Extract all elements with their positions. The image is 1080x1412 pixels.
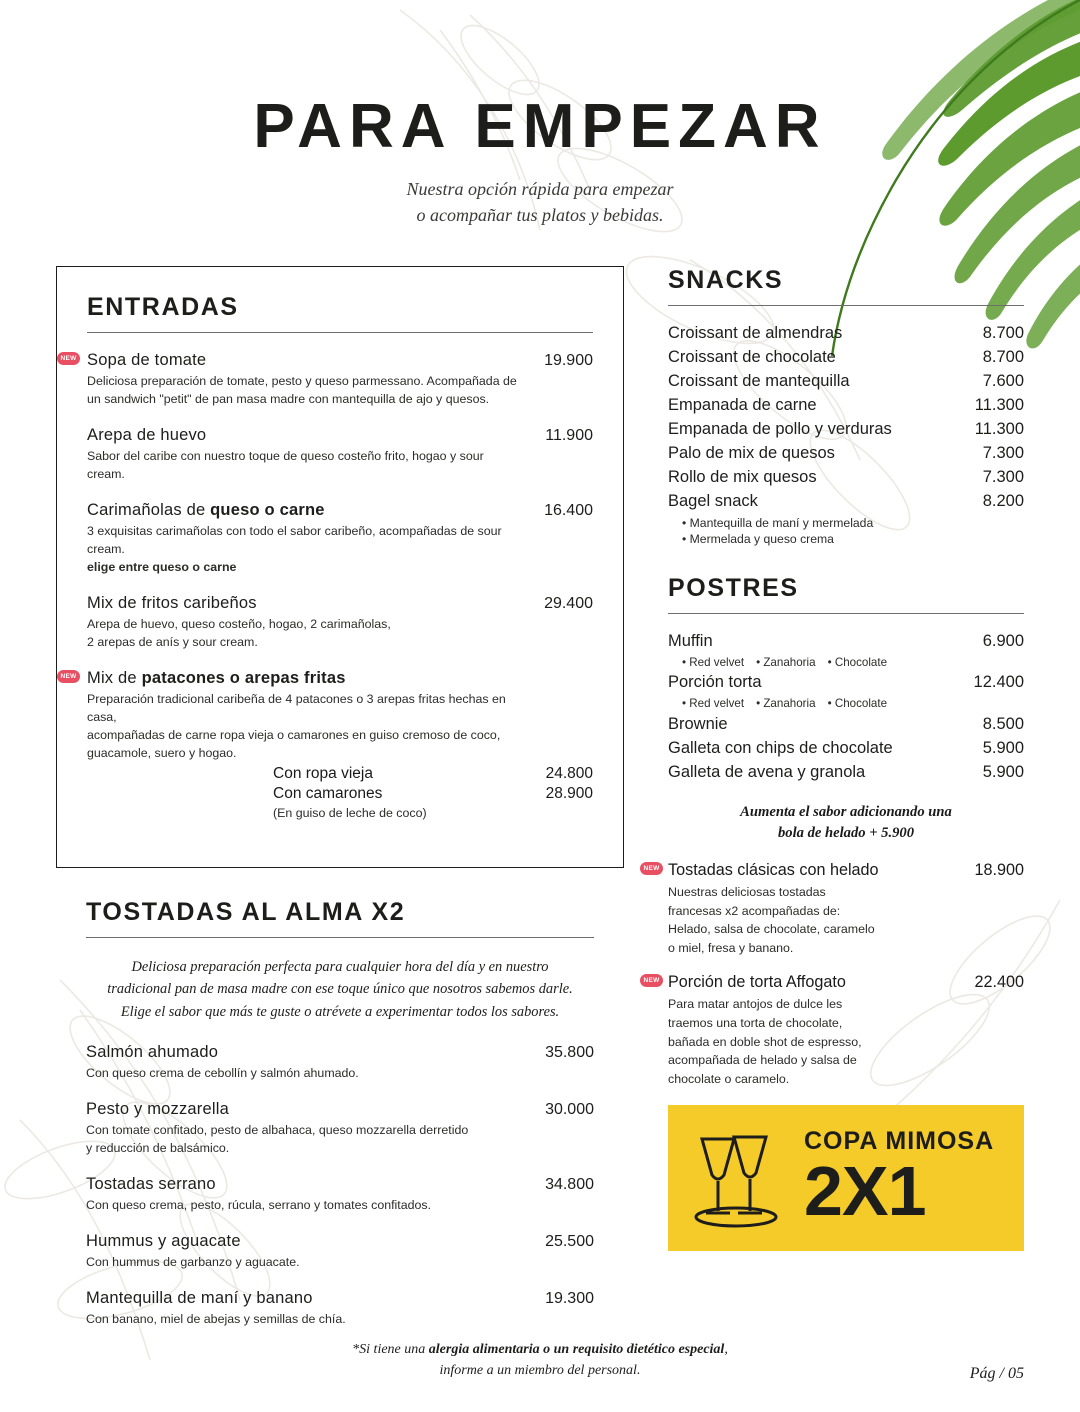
page-number: Pág / 05 — [969, 1365, 1024, 1382]
new-badge-icon: NEW — [640, 974, 663, 987]
snack-row — [668, 324, 1024, 343]
postre-variant: • Red velvet — [682, 697, 744, 710]
item-description-line: 2 arepas de anís y sour cream. — [87, 635, 258, 650]
item-price: 35.800 — [545, 1043, 594, 1061]
item-name: Arepa de huevo — [87, 426, 207, 445]
item-description-line: Preparación tradicional caribeña de 4 patacones o 3 arepas fritas hechas en casa, — [87, 692, 506, 725]
snack-row — [668, 468, 1024, 487]
snack-row — [668, 348, 1024, 367]
tostadas-intro — [92, 956, 588, 1023]
champagne-glasses-icon — [682, 1123, 794, 1233]
snack-price: 8.700 — [982, 324, 1024, 343]
helado-upsell-note — [692, 802, 1000, 843]
postres-section — [643, 574, 1024, 1088]
snack-name: Croissant de mantequilla — [668, 372, 850, 391]
new-badge-icon: NEW — [57, 670, 80, 683]
featured-dessert-description-line: bañada en doble shot de espresso, — [668, 1034, 862, 1049]
item-option-price: 24.800 — [545, 764, 593, 782]
entradas-section — [56, 266, 624, 868]
postre-price: 12.400 — [973, 673, 1024, 692]
postre-name: Galleta con chips de chocolate — [668, 739, 893, 758]
item-price: 29.400 — [544, 595, 593, 613]
featured-dessert-description-line: Para matar antojos de dulce les — [668, 997, 843, 1012]
new-badge-icon: NEW — [57, 352, 80, 365]
featured-dessert-price: 18.900 — [974, 861, 1024, 880]
menu-item — [86, 1289, 594, 1329]
item-description-line: Con hummus de garbanzo y aguacate. — [86, 1254, 300, 1269]
menu-content — [0, 228, 1080, 1346]
featured-dessert-name: Tostadas clásicas con helado — [668, 861, 879, 880]
postre-price: 5.900 — [982, 739, 1024, 758]
snack-name: Rollo de mix quesos — [668, 468, 817, 487]
tostadas-intro-line: tradicional pan de masa madre con ese toque único que nosotros sabemos darle. — [107, 981, 573, 998]
item-price: 25.500 — [545, 1232, 594, 1250]
snack-row — [668, 396, 1024, 415]
snack-price: 11.300 — [974, 420, 1024, 439]
new-badge-icon: NEW — [640, 862, 663, 875]
tostadas-intro-line: Deliciosa preparación perfecta para cualquier hora del día y en nuestro — [131, 958, 549, 975]
menu-item — [86, 1232, 594, 1272]
item-description-line: Con queso crema, pesto, rúcula, serrano y tomates confitados. — [86, 1197, 432, 1212]
left-column — [56, 266, 624, 1346]
postre-variant: • Zanahoria — [756, 656, 816, 669]
item-description-line: Deliciosa preparación de tomate, pesto y queso parmessano. Acompañada de — [87, 374, 517, 389]
snack-row — [668, 444, 1024, 463]
item-description-line: Con tomate confitado, pesto de albahaca, queso mozzarella derretido — [86, 1122, 469, 1137]
postre-price: 6.900 — [982, 632, 1024, 651]
postre-price: 8.500 — [982, 715, 1024, 734]
featured-dessert-description-line: francesas x2 acompañadas de: — [668, 903, 841, 918]
postre-variants — [668, 697, 1024, 710]
postre-row — [668, 715, 1024, 734]
page-title: PARA EMPEZAR — [253, 92, 827, 161]
item-price: 19.900 — [544, 352, 593, 370]
postres-divider — [668, 613, 1024, 614]
item-description-line: Sabor del caribe con nuestro toque de queso costeño frito, hogao y sour cream. — [87, 449, 484, 482]
item-description-emphasis: elige entre queso o carne — [87, 560, 237, 575]
item-option-note: (En guiso de leche de coco) — [273, 805, 427, 820]
featured-dessert — [643, 973, 1024, 1088]
bagel-options-list — [668, 516, 1024, 546]
snack-price: 7.600 — [982, 372, 1024, 391]
menu-item — [86, 1043, 594, 1083]
featured-dessert-description-line: Nuestras deliciosas tostadas — [668, 885, 826, 900]
snack-price: 7.300 — [982, 468, 1024, 487]
item-price: 19.300 — [545, 1289, 594, 1307]
postre-row — [668, 673, 1024, 692]
allergy-disclaimer-line-2: informe a un miembro del personal. — [439, 1363, 641, 1378]
postre-name: Brownie — [668, 715, 728, 734]
snack-name: Croissant de almendras — [668, 324, 843, 343]
tostadas-intro-line: Elige el sabor que más te guste o atrévete a experimentar todos los sabores. — [120, 1003, 560, 1020]
menu-item — [86, 1100, 594, 1158]
menu-item — [87, 426, 593, 484]
page-header — [0, 0, 1080, 228]
snack-row — [668, 492, 1024, 511]
item-name: Mantequilla de maní y banano — [86, 1288, 313, 1307]
featured-dessert-price: 22.400 — [974, 973, 1024, 992]
item-name: Tostadas serrano — [86, 1174, 216, 1193]
item-name: Hummus y aguacate — [86, 1231, 241, 1250]
snack-name: Palo de mix de quesos — [668, 444, 835, 463]
snack-price: 8.200 — [982, 492, 1024, 511]
promo-text — [804, 1127, 995, 1231]
item-name — [87, 669, 346, 688]
item-description-line: Arepa de huevo, queso costeño, hogao, 2 carimañolas, — [87, 617, 391, 632]
featured-dessert-name: Porción de torta Affogato — [668, 973, 846, 992]
allergy-text-end: , — [724, 1342, 728, 1357]
snacks-divider — [668, 305, 1024, 306]
featured-dessert-description-line: chocolate o caramelo. — [668, 1071, 790, 1086]
postre-name: Porción torta — [668, 673, 762, 692]
bagel-option: • Mantequilla de maní y mermelada — [682, 516, 1024, 530]
item-name: Sopa de tomate — [87, 351, 207, 370]
item-name-plain: Carimañolas de — [87, 501, 211, 520]
featured-dessert-description-line: traemos una torta de chocolate, — [668, 1016, 843, 1031]
item-description-line: un sandwich "petit" de pan masa madre con mantequilla de ajo y quesos. — [87, 392, 490, 407]
item-name-emphasis: queso o carne — [210, 501, 325, 520]
postre-variant: • Zanahoria — [756, 697, 816, 710]
snack-price: 7.300 — [982, 444, 1024, 463]
item-name-emphasis: patacones o arepas fritas — [141, 669, 346, 688]
allergy-text-start: *Si tiene una — [352, 1342, 429, 1357]
helado-note-line: bola de helado + 5.900 — [777, 824, 914, 841]
page-subtitle-line-2: o acompañar tus platos y bebidas. — [416, 205, 664, 226]
tostadas-section — [56, 868, 624, 1329]
item-price: 34.800 — [545, 1175, 594, 1193]
featured-dessert-description-line: o miel, fresa y banano. — [668, 940, 794, 955]
item-description-line: y reducción de balsámico. — [86, 1140, 230, 1155]
menu-item — [86, 1175, 594, 1215]
page-subtitle — [0, 176, 1080, 228]
entradas-divider — [87, 332, 593, 333]
item-name: Mix de fritos caribeños — [87, 594, 257, 613]
item-description-line: Con queso crema de cebollín y salmón ahumado. — [86, 1065, 359, 1080]
featured-dessert-description-line: Helado, salsa de chocolate, caramelo — [668, 922, 875, 937]
postre-row — [668, 739, 1024, 758]
snacks-section — [668, 266, 1024, 546]
item-name: Pesto y mozzarella — [86, 1099, 229, 1118]
page-subtitle-line-1: Nuestra opción rápida para empezar — [406, 179, 674, 199]
tostadas-divider — [86, 937, 594, 938]
copa-mimosa-promo-banner — [668, 1105, 1024, 1251]
snacks-title: SNACKS — [668, 266, 784, 295]
allergy-disclaimer — [0, 1339, 1080, 1381]
item-price: 30.000 — [545, 1100, 594, 1118]
item-name: Salmón ahumado — [86, 1042, 219, 1061]
postre-variant: • Chocolate — [828, 697, 888, 710]
postre-variant: • Red velvet — [682, 656, 744, 669]
snack-name: Empanada de carne — [668, 396, 817, 415]
snack-name: Empanada de pollo y verduras — [668, 420, 892, 439]
featured-dessert — [643, 861, 1024, 957]
snack-price: 8.700 — [982, 348, 1024, 367]
featured-dessert-description-line: acompañada de helado y salsa de — [668, 1053, 857, 1068]
item-option-label: Con camarones — [273, 784, 383, 802]
postre-variants — [668, 656, 1024, 669]
menu-item — [87, 501, 593, 577]
bagel-option: • Mermelada y queso crema — [682, 532, 1024, 546]
item-description-line: guacamole, suero y hogao. — [87, 746, 237, 760]
allergy-disclaimer-line-1 — [0, 1339, 1080, 1360]
postre-row — [668, 763, 1024, 782]
item-option-row — [87, 765, 593, 783]
item-option-row — [87, 785, 593, 803]
item-option-label: Con ropa vieja — [273, 764, 373, 782]
item-price: 16.400 — [544, 502, 593, 520]
postre-row — [668, 632, 1024, 651]
item-price: 11.900 — [545, 427, 593, 445]
item-description-line: 3 exquisitas carimañolas con todo el sabor caribeño, acompañadas de sour cream. — [87, 524, 502, 557]
snack-name: Croissant de chocolate — [668, 348, 836, 367]
allergy-text-emphasis: alergia alimentaria o un requisito dietético especial — [428, 1342, 725, 1357]
item-name — [87, 501, 325, 520]
postre-name: Muffin — [668, 632, 713, 651]
postre-variant: • Chocolate — [828, 656, 888, 669]
postres-title: POSTRES — [668, 574, 799, 603]
menu-item — [60, 351, 593, 409]
entradas-title: ENTRADAS — [87, 293, 239, 322]
menu-item — [87, 594, 593, 652]
snack-row — [668, 420, 1024, 439]
postre-name: Galleta de avena y granola — [668, 763, 866, 782]
right-column — [643, 266, 1024, 1346]
snack-row — [668, 372, 1024, 391]
postre-price: 5.900 — [982, 763, 1024, 782]
item-description-line: acompañadas de carne ropa vieja o camarones en guiso cremoso de coco, — [87, 728, 501, 743]
menu-item — [60, 669, 593, 820]
item-description-line: Con banano, miel de abejas y semillas de chía. — [86, 1311, 346, 1326]
tostadas-title: TOSTADAS AL ALMA X2 — [86, 897, 406, 926]
item-name-plain: Mix de — [87, 669, 142, 688]
snack-price: 11.300 — [974, 396, 1024, 415]
item-option-price: 28.900 — [545, 784, 593, 802]
helado-note-line: Aumenta el sabor adicionando una — [740, 804, 952, 821]
snack-name: Bagel snack — [668, 492, 758, 511]
promo-headline: COPA MIMOSA — [804, 1127, 995, 1156]
promo-offer: 2X1 — [804, 1152, 926, 1231]
